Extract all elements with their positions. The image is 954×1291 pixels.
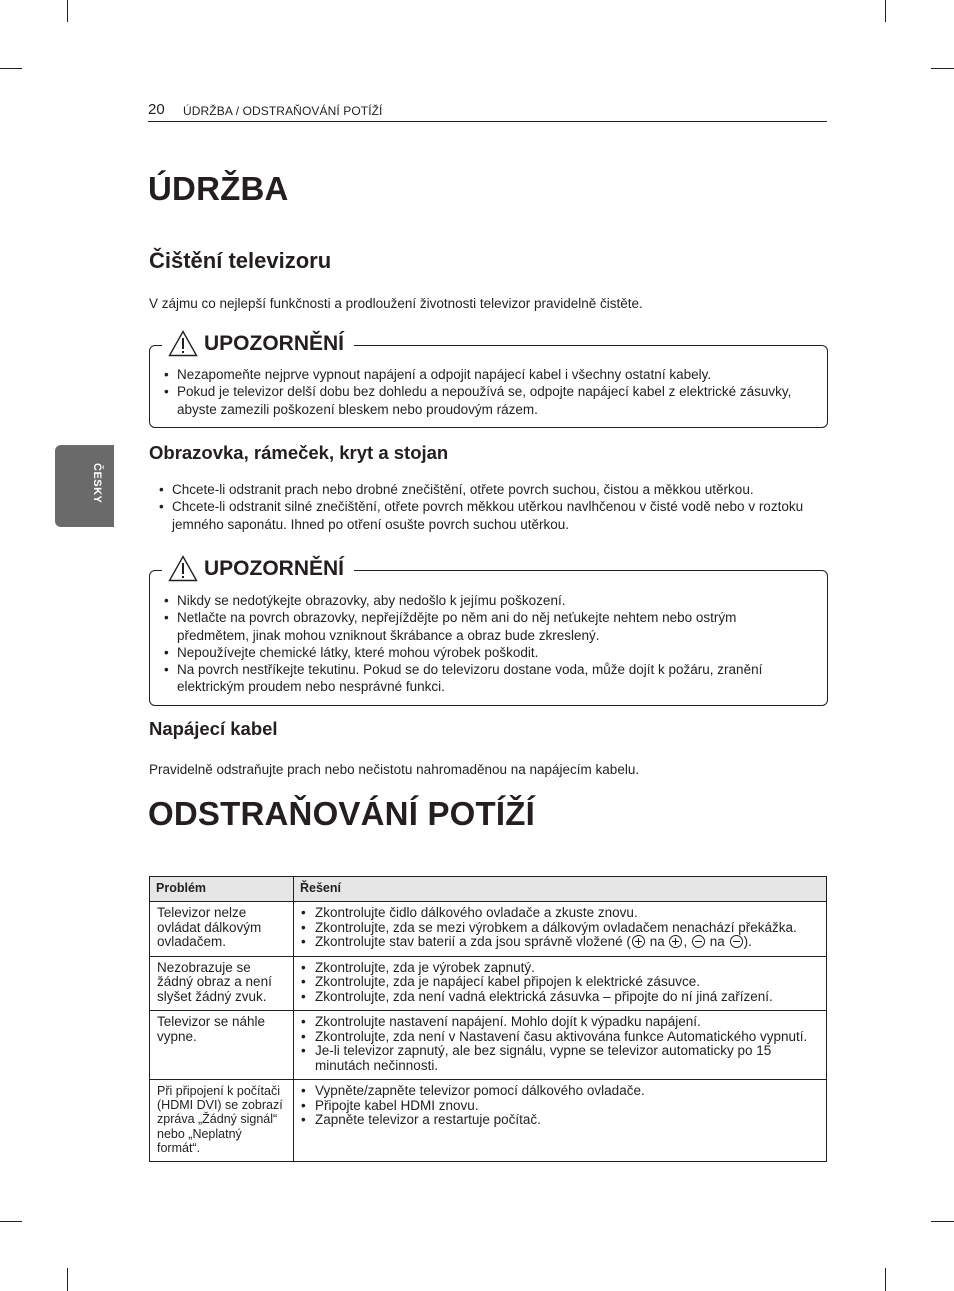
list-item: • Zkontrolujte, zda se mezi výrobkem a dálkovým ovladačem nenachází překážka.: [301, 921, 820, 936]
solution-cell: [294, 1011, 827, 1080]
section-title-maintenance: ÚDRŽBA: [148, 170, 289, 207]
list-item: • Zkontrolujte, zda není v Nastavení času aktivována funkce Automatického vypnutí.: [301, 1030, 820, 1045]
battery-suffix: ).: [743, 934, 752, 949]
list-item: • Chcete-li odstranit silné znečištění, otřete povrch měkkou utěrkou navlhčenou v čisté vodě nebo v roztoku jemného saponátu. Ihned po otření osušte povrch suchou utěrkou.: [159, 498, 809, 533]
crop-mark: [67, 0, 68, 22]
list-item: • Nezapomeňte nejprve vypnout napájení a odpojit napájecí kabel i všechny ostatní kabely.: [164, 366, 814, 383]
table-header-row: [150, 877, 827, 902]
crop-mark: [0, 1221, 22, 1222]
table-row: [150, 1080, 827, 1162]
problem-cell: Televizor se náhle vypne.: [150, 1011, 294, 1080]
problem-cell: Při připojení k počítači (HDMI DVI) se zobrazí zpráva „Žádný signál“ nebo „Neplatný formát“.: [150, 1080, 294, 1162]
plus-terminal-icon: [632, 935, 645, 948]
caution-box: [149, 331, 828, 428]
list-item: • Zapněte televizor a restartuje počítač.: [301, 1113, 820, 1128]
list-item: • Zkontrolujte čidlo dálkového ovladače a zkuste znovu.: [301, 906, 820, 921]
crop-mark: [67, 1268, 68, 1291]
crop-mark: [885, 1268, 886, 1291]
cleaning-intro: V zájmu co nejlepší funkčnosti a prodloužení životnosti televizor pravidelně čistěte.: [149, 296, 643, 311]
list-item: • Nepoužívejte chemické látky, které mohou výrobek poškodit.: [164, 644, 804, 661]
list-item: • Zkontrolujte nastavení napájení. Mohlo dojít k výpadku napájení.: [301, 1015, 820, 1030]
list-item: • Zkontrolujte, zda není vadná elektrická zásuvka – připojte do ní jiná zařízení.: [301, 990, 820, 1005]
header-divider: [148, 121, 827, 122]
language-tab: [55, 445, 114, 527]
minus-terminal-icon: [692, 935, 705, 948]
caution-box: [149, 556, 828, 706]
warning-icon: [168, 330, 198, 357]
troubleshooting-table: [149, 876, 827, 1162]
running-title: ÚDRŽBA / ODSTRAŇOVÁNÍ POTÍŽÍ: [183, 104, 383, 118]
caution-list: [164, 592, 804, 696]
battery-text: Zkontrolujte stav baterií a zda jsou správně vložené (: [315, 934, 631, 949]
problem-cell: Televizor nelze ovládat dálkovým ovladačem.: [150, 902, 294, 957]
solution-list: [301, 961, 820, 1005]
column-header-problem: Problém: [150, 877, 294, 902]
solution-list: [301, 1084, 820, 1128]
list-item: • Zkontrolujte, zda je výrobek zapnutý.: [301, 961, 820, 976]
language-tab-label: ČESKY: [91, 463, 103, 504]
crop-mark: [931, 1221, 954, 1222]
solution-cell: [294, 956, 827, 1011]
battery-separator: ,: [683, 934, 688, 949]
battery-on-text: na: [649, 934, 665, 949]
crop-mark: [0, 68, 22, 69]
list-item: • Zkontrolujte, zda je napájecí kabel připojen k elektrické zásuvce.: [301, 975, 820, 990]
list-item: • Netlačte na povrch obrazovky, nepřejíždějte po něm ani do něj neťukejte nehtem nebo ostrým předmětem, jinak mohou vzniknout škrábance a obraz bude zkreslený.: [164, 609, 804, 644]
caution-header: [162, 330, 354, 357]
solution-cell: [294, 902, 827, 957]
solution-list: [301, 906, 820, 950]
table-row: [150, 1011, 827, 1080]
screen-care-list: [159, 481, 809, 533]
power-cable-text: Pravidelně odstraňujte prach nebo nečistotu nahromaděnou na napájecím kabelu.: [149, 762, 640, 777]
caution-label: UPOZORNĚNÍ: [204, 331, 345, 355]
heading-power-cable: Napájecí kabel: [149, 718, 278, 739]
heading-screen: Obrazovka, rámeček, kryt a stojan: [149, 442, 449, 463]
list-item: • Na povrch nestříkejte tekutinu. Pokud se do televizoru dostane voda, může dojít k požáru, zranění elektrickým proudem nebo nesprávné funkci.: [164, 661, 804, 696]
list-item: • Vypněte/zapněte televizor pomocí dálkového ovladače.: [301, 1084, 820, 1099]
solution-list: [301, 1015, 820, 1073]
caution-label: UPOZORNĚNÍ: [204, 556, 345, 580]
warning-icon: [168, 555, 198, 582]
list-item: • Chcete-li odstranit prach nebo drobné znečištění, otřete povrch suchou, čistou a měkkou utěrkou.: [159, 481, 809, 498]
battery-on-text: na: [709, 934, 725, 949]
heading-cleaning: Čištění televizoru: [149, 248, 332, 273]
crop-mark: [885, 0, 886, 22]
column-header-solution: Řešení: [294, 877, 827, 902]
list-item: • Je-li televizor zapnutý, ale bez signálu, vypne se televizor automaticky po 15 minutách nečinnosti.: [301, 1044, 820, 1073]
problem-cell: Nezobrazuje se žádný obraz a není slyšet žádný zvuk.: [150, 956, 294, 1011]
solution-cell: [294, 1080, 827, 1162]
caution-list: [164, 366, 814, 418]
table-row: [150, 902, 827, 957]
list-item: [301, 935, 820, 950]
page-number: 20: [148, 101, 165, 118]
section-title-troubleshooting: ODSTRAŇOVÁNÍ POTÍŽÍ: [148, 795, 535, 832]
caution-header: [162, 555, 354, 582]
list-item: • Pokud je televizor delší dobu bez dohledu a nepoužívá se, odpojte napájecí kabel z elektrické zásuvky, abyste zamezili poškození bleskem nebo proudovým rázem.: [164, 383, 814, 418]
table-row: [150, 956, 827, 1011]
plus-terminal-icon: [669, 935, 682, 948]
list-item: • Připojte kabel HDMI znovu.: [301, 1099, 820, 1114]
crop-mark: [931, 68, 954, 69]
minus-terminal-icon: [730, 935, 743, 948]
list-item: • Nikdy se nedotýkejte obrazovky, aby nedošlo k jejímu poškození.: [164, 592, 804, 609]
